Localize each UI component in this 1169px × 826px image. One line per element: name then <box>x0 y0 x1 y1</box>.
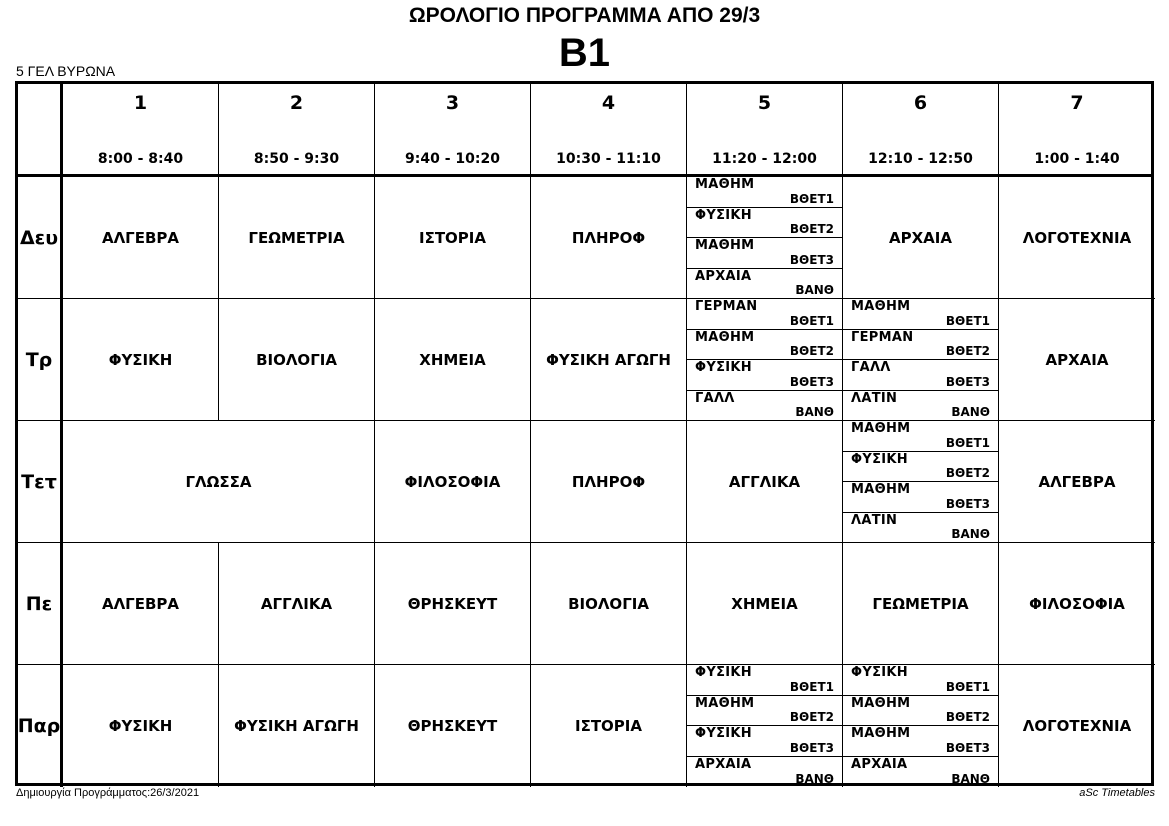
period-header-1 <box>63 84 219 174</box>
day-label: Δευ <box>18 177 63 299</box>
lesson-subgroup <box>687 726 843 757</box>
lesson-cell: ΓΛΩΣΣΑ <box>63 421 375 543</box>
lesson-cell: ΦΥΣΙΚΗ ΑΓΩΓΗ <box>219 665 375 787</box>
period-number: 7 <box>1070 92 1084 114</box>
creation-date: Δημιουργία Προγράμματος:26/3/2021 <box>16 787 200 799</box>
period-number: 2 <box>289 92 304 114</box>
lesson-cell: ΦΥΣΙΚΗ ΑΓΩΓΗ <box>531 299 687 421</box>
subgroup-class: ΒΘΕΤ1 <box>945 435 990 450</box>
subgroup-subject: ΜΑΘΗΜ <box>851 299 911 314</box>
subgroup-subject: ΜΑΘΗΜ <box>695 329 755 345</box>
lesson-cell: ΑΡΧΑΙΑ <box>843 177 999 299</box>
subgroup-class: ΒΘΕΤ2 <box>945 344 990 358</box>
lesson-cell: ΑΛΓΕΒΡΑ <box>999 421 1155 543</box>
lesson-cell: ΑΓΓΛΙΚΑ <box>687 421 843 543</box>
lesson-cell: ΘΡΗΣΚΕΥΤ <box>375 543 531 665</box>
lesson-cell: ΛΟΓΟΤΕΧΝΙΑ <box>999 177 1155 299</box>
lesson-cell: ΦΥΣΙΚΗ <box>63 665 219 787</box>
period-time: 12:10 - 12:50 <box>868 151 973 167</box>
lesson-subgroup <box>687 269 843 300</box>
subgroup-subject: ΜΑΘΗΜ <box>851 482 911 497</box>
lesson-cell: ΛΟΓΟΤΕΧΝΙΑ <box>1022 717 1132 735</box>
subgroup-subject: ΜΑΘΗΜ <box>695 177 755 192</box>
period-header-4 <box>531 84 687 174</box>
subgroup-class: ΒΘΕΤ2 <box>945 710 990 724</box>
period-time: 10:30 - 11:10 <box>556 151 661 167</box>
lesson-cell: ΧΗΜΕΙΑ <box>375 299 531 421</box>
period-number: 4 <box>601 92 616 114</box>
lesson-cell: ΦΙΛΟΣΟΦΙΑ <box>375 421 531 543</box>
subgroup-subject: ΦΥΣΙΚΗ <box>695 207 752 223</box>
lesson-subgroup <box>687 696 843 727</box>
lesson-subgroup <box>843 726 999 757</box>
timetable-title: ΩΡΟΛΟΓΙΟ ΠΡΟΓΡΑΜΜΑ ΑΠΟ 29/3 <box>408 4 761 27</box>
subgroup-subject: ΜΑΘΗΜ <box>695 695 755 711</box>
lesson-cell: ΑΡΧΑΙΑ <box>999 299 1155 421</box>
lesson-subgroup <box>843 421 999 452</box>
lesson-subgroup <box>843 330 999 361</box>
subgroup-subject: ΜΑΘΗΜ <box>695 238 755 253</box>
subgroup-subject: ΑΡΧΑΙΑ <box>851 756 908 772</box>
subgroup-class: ΒΘΕΤ3 <box>945 374 990 389</box>
class-name: Β1 <box>558 31 611 75</box>
subgroup-class: ΒΑΝΘ <box>951 527 990 541</box>
subgroup-class: ΒΘΕΤ2 <box>789 344 834 358</box>
subgroup-subject: ΑΡΧΑΙΑ <box>695 756 752 772</box>
period-time: 1:00 - 1:40 <box>1034 151 1120 167</box>
subgroup-class: ΒΘΕΤ3 <box>945 740 990 755</box>
subgroup-class: ΒΘΕΤ2 <box>789 710 834 724</box>
lesson-cell: ΑΛΓΕΒΡΑ <box>63 543 219 665</box>
lesson-subgroup <box>843 665 999 696</box>
period-number: 5 <box>757 92 772 114</box>
subgroup-class: ΒΘΕΤ3 <box>789 740 834 755</box>
school-name: 5 ΓΕΛ ΒΥΡΩΝΑ <box>16 63 116 79</box>
subgroup-class: ΒΘΕΤ3 <box>945 496 990 511</box>
period-number: 3 <box>445 92 460 114</box>
period-number: 6 <box>913 92 928 114</box>
subgroup-class: ΒΘΕΤ2 <box>789 222 834 236</box>
lesson-cell: ΒΙΟΛΟΓΙΑ <box>531 543 687 665</box>
subgroup-class: ΒΘΕΤ3 <box>789 252 834 267</box>
lesson-subgroup <box>687 238 843 269</box>
day-label: Πε <box>18 543 63 665</box>
subgroup-class: ΒΘΕΤ1 <box>789 191 834 206</box>
lesson-subgroup <box>687 391 843 422</box>
period-time: 8:00 - 8:40 <box>97 151 184 167</box>
subgroup-class: ΒΘΕΤ1 <box>789 313 834 328</box>
lesson-subgroup <box>687 177 843 208</box>
period-time: 9:40 - 10:20 <box>405 151 500 167</box>
subgroup-subject: ΜΑΘΗΜ <box>851 726 911 741</box>
subgroup-subject: ΛΑΤΙΝ <box>851 512 898 528</box>
subgroup-class: ΒΘΕΤ1 <box>789 679 834 694</box>
subgroup-subject: ΛΑΤΙΝ <box>851 390 898 406</box>
software-credit: aSc Timetables <box>1079 787 1155 799</box>
lesson-cell: ΓΕΩΜΕΤΡΙΑ <box>843 543 999 665</box>
subgroup-class: ΒΘΕΤ3 <box>789 374 834 389</box>
lesson-subgroup <box>687 757 843 788</box>
lesson-cell: ΘΡΗΣΚΕΥΤ <box>375 665 531 787</box>
subgroup-subject: ΦΥΣΙΚΗ <box>851 451 908 467</box>
lesson-cell: ΑΛΓΕΒΡΑ <box>63 177 219 299</box>
period-time: 11:20 - 12:00 <box>712 151 817 167</box>
subgroup-class: ΒΘΕΤ2 <box>945 466 990 480</box>
subgroup-class: ΒΑΝΘ <box>951 405 990 419</box>
lesson-subgroup <box>843 452 999 483</box>
lesson-cell: ΠΛΗΡΟΦ <box>531 421 687 543</box>
subgroup-subject: ΜΑΘΗΜ <box>851 695 911 711</box>
subgroup-subject: ΓΑΛΛ <box>851 360 891 375</box>
lesson-cell: ΒΙΟΛΟΓΙΑ <box>219 299 375 421</box>
subgroup-class: ΒΑΝΘ <box>795 283 834 297</box>
day-label: Τετ <box>18 421 63 543</box>
subgroup-class: ΒΑΝΘ <box>951 772 990 786</box>
lesson-cell: ΙΣΤΟΡΙΑ <box>531 665 687 787</box>
corner-cell <box>18 84 63 174</box>
period-header-5 <box>687 84 843 174</box>
period-header-6 <box>843 84 999 174</box>
day-label: Τρ <box>18 299 63 421</box>
lesson-subgroup <box>687 665 843 696</box>
subgroup-subject: ΦΥΣΙΚΗ <box>851 665 908 680</box>
subgroup-class: ΒΘΕΤ1 <box>945 679 990 694</box>
lesson-subgroup <box>843 482 999 513</box>
lesson-cell: ΠΛΗΡΟΦ <box>531 177 687 299</box>
subgroup-subject: ΜΑΘΗΜ <box>851 421 911 436</box>
day-label: Παρ <box>18 665 63 787</box>
lesson-subgroup <box>843 391 999 422</box>
period-number: 1 <box>133 92 148 114</box>
lesson-subgroup <box>687 330 843 361</box>
timetable-grid <box>15 81 1154 786</box>
subgroup-subject: ΓΕΡΜΑΝ <box>695 299 758 314</box>
lesson-subgroup <box>843 299 999 330</box>
lesson-subgroup <box>687 208 843 239</box>
period-header-7 <box>999 84 1155 174</box>
subgroup-class: ΒΘΕΤ1 <box>945 313 990 328</box>
subgroup-class: ΒΑΝΘ <box>795 772 834 786</box>
lesson-subgroup <box>843 696 999 727</box>
lesson-subgroup <box>843 360 999 391</box>
period-header-2 <box>219 84 375 174</box>
lesson-cell: ΧΗΜΕΙΑ <box>687 543 843 665</box>
period-time: 8:50 - 9:30 <box>253 151 340 167</box>
subgroup-subject: ΦΥΣΙΚΗ <box>695 726 752 741</box>
subgroup-subject: ΦΥΣΙΚΗ <box>695 665 752 680</box>
period-header-3 <box>375 84 531 174</box>
lesson-subgroup <box>843 757 999 788</box>
lesson-cell: ΙΣΤΟΡΙΑ <box>375 177 531 299</box>
lesson-subgroup <box>843 513 999 544</box>
lesson-subgroup <box>687 299 843 330</box>
lesson-cell: ΑΓΓΛΙΚΑ <box>219 543 375 665</box>
lesson-cell: ΓΕΩΜΕΤΡΙΑ <box>219 177 375 299</box>
subgroup-class: ΒΑΝΘ <box>795 405 834 419</box>
subgroup-subject: ΓΕΡΜΑΝ <box>851 329 914 345</box>
subgroup-subject: ΑΡΧΑΙΑ <box>695 268 752 284</box>
subgroup-subject: ΦΥΣΙΚΗ <box>695 360 752 375</box>
lesson-cell: ΦΥΣΙΚΗ <box>63 299 219 421</box>
lesson-subgroup <box>687 360 843 391</box>
subgroup-subject: ΓΑΛΛ <box>695 390 735 406</box>
lesson-cell: ΦΙΛΟΣΟΦΙΑ <box>999 543 1155 665</box>
